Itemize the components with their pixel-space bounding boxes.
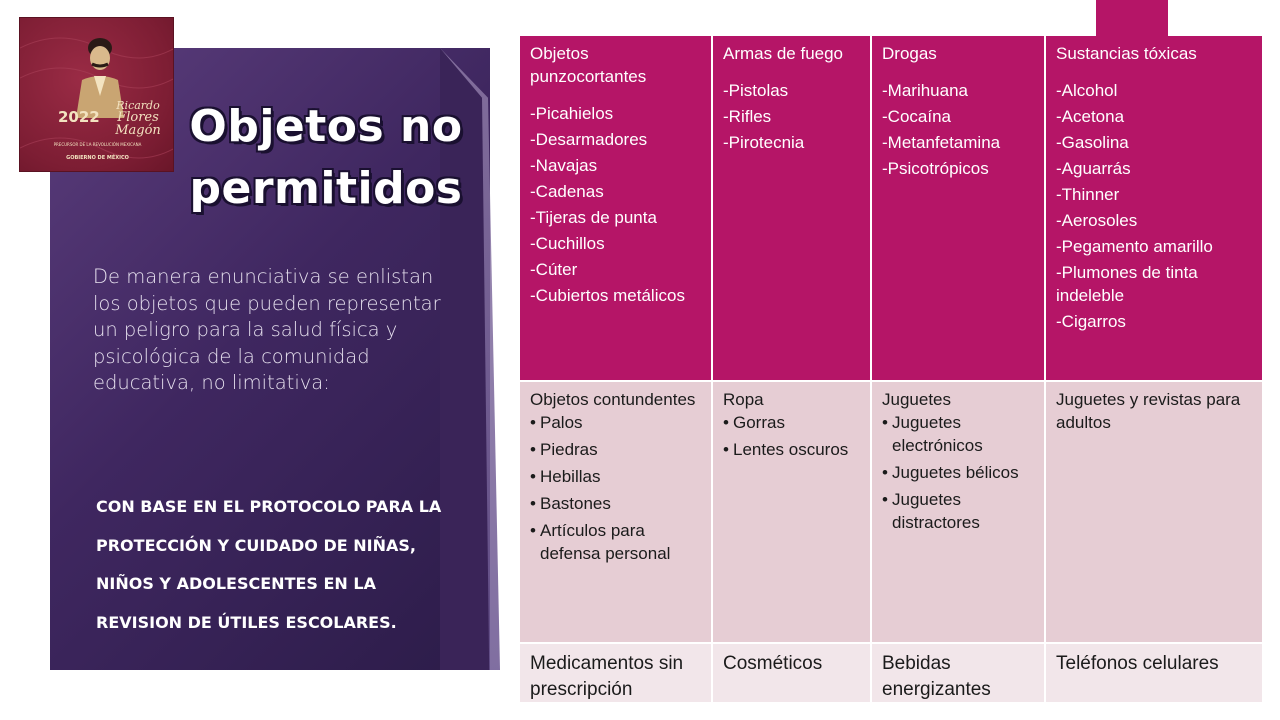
protocol-text: CON BASE EN EL PROTOCOLO PARA LA PROTECCIÓN Y CUIDADO DE NIÑAS, NIÑOS Y ADOLESCENTES EN LA REVISION DE ÚTILES ESCOLARES. — [96, 497, 442, 632]
top-accent-tab — [1096, 0, 1168, 36]
table-cell-other-1 — [520, 382, 713, 644]
category-item: -Psicotrópicos — [882, 159, 989, 178]
category-bullet-item: • Juguetes electrónicos — [882, 411, 1034, 457]
category-header: Juguetes y revistas para adultos — [1056, 390, 1241, 432]
portrait-illustration — [20, 18, 174, 172]
title-line-2: permitidos — [189, 163, 463, 214]
category-bullet-item: • Juguetes bélicos — [882, 461, 1034, 484]
category-item: -Cadenas — [530, 182, 604, 201]
category-item: -Aerosoles — [1056, 211, 1138, 230]
category-header: Drogas — [882, 44, 937, 63]
table-cell-misc-2: Cosméticos — [713, 644, 872, 704]
table-cell-hazard-1 — [520, 36, 713, 382]
objects-table — [520, 36, 1264, 704]
category-item: -Picahielos — [530, 104, 614, 123]
category-header: Sustancias tóxicas — [1056, 44, 1197, 63]
table-cell-hazard-4 — [1046, 36, 1264, 382]
category-bullet-item: • Palos — [530, 411, 701, 434]
table-cell-misc-1: Medicamentos sin prescripción — [520, 644, 713, 704]
category-bullet-item: • Gorras — [723, 411, 860, 434]
table-cell-misc-4: Teléfonos celulares — [1046, 644, 1264, 704]
category-item: -Rifles — [723, 107, 772, 126]
category-bullet-item: • Juguetes distractores — [882, 488, 1034, 534]
logo-year: 2022 — [58, 108, 100, 126]
title-line-1: Objetos no — [189, 101, 463, 152]
category-item: -Pegamento amarillo — [1056, 237, 1213, 256]
category-item: -Cubiertos metálicos — [530, 286, 685, 305]
category-bullet-item: • Bastones — [530, 492, 701, 515]
table-cell-other-4 — [1046, 382, 1264, 644]
category-item: -Pirotecnia — [723, 133, 805, 152]
table-cell-hazard-2 — [713, 36, 872, 382]
category-header: Objetos punzocortantes — [530, 44, 647, 86]
category-bullet-item: • Hebillas — [530, 465, 701, 488]
intro-text: De manera enunciativa se enlistan los objetos que pueden representar un peligro para la salud física y psicológica de la comunidad educativa, no limitativa: — [93, 265, 441, 394]
category-bullet-item: • Lentes oscuros — [723, 438, 860, 461]
category-item: -Plumones de tinta indeleble — [1056, 263, 1198, 305]
logo-government: GOBIERNO DE MÉXICO — [66, 155, 129, 161]
category-header: Juguetes — [882, 390, 951, 409]
table-cell-other-3 — [872, 382, 1046, 644]
table-cell-hazard-3 — [872, 36, 1046, 382]
category-header: Ropa — [723, 390, 764, 409]
table-cell-misc-3: Bebidas energizantes — [872, 644, 1046, 704]
category-item: -Cigarros — [1056, 312, 1126, 331]
commemorative-logo — [19, 17, 174, 172]
category-bullet-item: • Piedras — [530, 438, 701, 461]
logo-name-third: Magón — [115, 123, 161, 138]
category-item: -Cocaína — [882, 107, 951, 126]
category-item: -Gasolina — [1056, 133, 1129, 152]
logo-name-second: Flores — [117, 110, 159, 125]
category-item: -Metanfetamina — [882, 133, 1001, 152]
slide-title — [176, 96, 476, 220]
category-item: -Cuchillos — [530, 234, 605, 253]
category-bullet-item: • Artículos para defensa personal — [530, 519, 701, 565]
logo-subtitle: PRECURSOR DE LA REVOLUCIÓN MEXICANA — [53, 142, 142, 147]
category-header: Objetos contundentes — [530, 390, 696, 409]
category-header: Armas de fuego — [723, 44, 844, 63]
category-item: -Thinner — [1056, 185, 1120, 204]
category-item: -Cúter — [530, 260, 578, 279]
category-item: -Desarmadores — [530, 130, 648, 149]
category-item: -Pistolas — [723, 81, 789, 100]
logo-name-first: Ricardo — [116, 99, 160, 112]
category-item: -Tijeras de punta — [530, 208, 657, 227]
table-cell-other-2 — [713, 382, 872, 644]
category-item: -Marihuana — [882, 81, 968, 100]
category-item: -Navajas — [530, 156, 598, 175]
category-item: -Acetona — [1056, 107, 1125, 126]
category-item: -Aguarrás — [1056, 159, 1131, 178]
category-item: -Alcohol — [1056, 81, 1118, 100]
